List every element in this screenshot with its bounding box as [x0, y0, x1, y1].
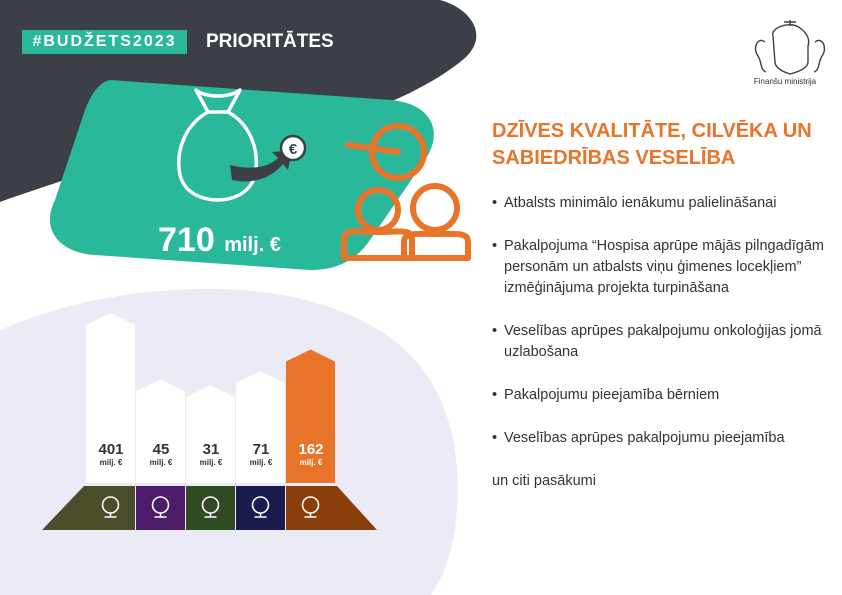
chart-bar: [186, 385, 235, 483]
bar-value-label: [186, 441, 236, 468]
bar-unit: milj. €: [199, 458, 223, 467]
bar-unit: milj. €: [149, 458, 173, 467]
bar-unit: milj. €: [249, 458, 273, 467]
page-title: PRIORITĀTES: [206, 31, 334, 52]
bar-value-label: [286, 441, 336, 468]
chart-base-segment: [236, 486, 285, 530]
bar-unit: milj. €: [299, 458, 323, 467]
bar-value-label: [86, 441, 136, 468]
coat-of-arms-icon: [756, 20, 825, 74]
priority-list: [492, 193, 832, 514]
hashtag-badge: #BUDŽETS2023: [22, 30, 187, 54]
svg-text:€: €: [288, 141, 298, 158]
ministry-name: Finanšu ministrija: [753, 77, 817, 86]
total-amount: [158, 220, 281, 265]
total-amount-value: 710: [158, 221, 215, 259]
list-item: • Atbalsts minimālo ienākumu palielināšanai: [492, 193, 832, 214]
bar-value: 71: [252, 441, 270, 458]
bar-value: 162: [298, 441, 324, 458]
bar-unit: milj. €: [99, 458, 123, 467]
bar-value-label: [136, 441, 186, 468]
bar-value: 45: [152, 441, 170, 458]
list-item: • Veselības aprūpes pakalpojumu pieejamība: [492, 428, 832, 449]
euro-coin-icon: [281, 136, 305, 160]
section-title: DZĪVES KVALITĀTE, CILVĒKA UN SABIEDRĪBAS VESELĪBA: [492, 120, 812, 169]
bar-value-label: [236, 441, 286, 468]
bar-value: 31: [202, 441, 220, 458]
list-footer: un citi pasākumi: [492, 473, 596, 489]
list-item: • Pakalpojuma “Hospisa aprūpe mājās pilngadīgām personām un atbalsts viņu ģimenes locekļiem” izmēģinājuma projekta turpināšana: [492, 236, 832, 299]
list-item: • Veselības aprūpes pakalpojumu onkoloģijas jomā uzlabošana: [492, 321, 832, 363]
list-item: • Pakalpojumu pieejamība bērniem: [492, 385, 832, 406]
total-amount-unit: milj. €: [224, 234, 281, 256]
bar-value: 401: [98, 441, 124, 458]
chart-base-segment: [186, 486, 235, 530]
chart-base-segment: [136, 486, 185, 530]
